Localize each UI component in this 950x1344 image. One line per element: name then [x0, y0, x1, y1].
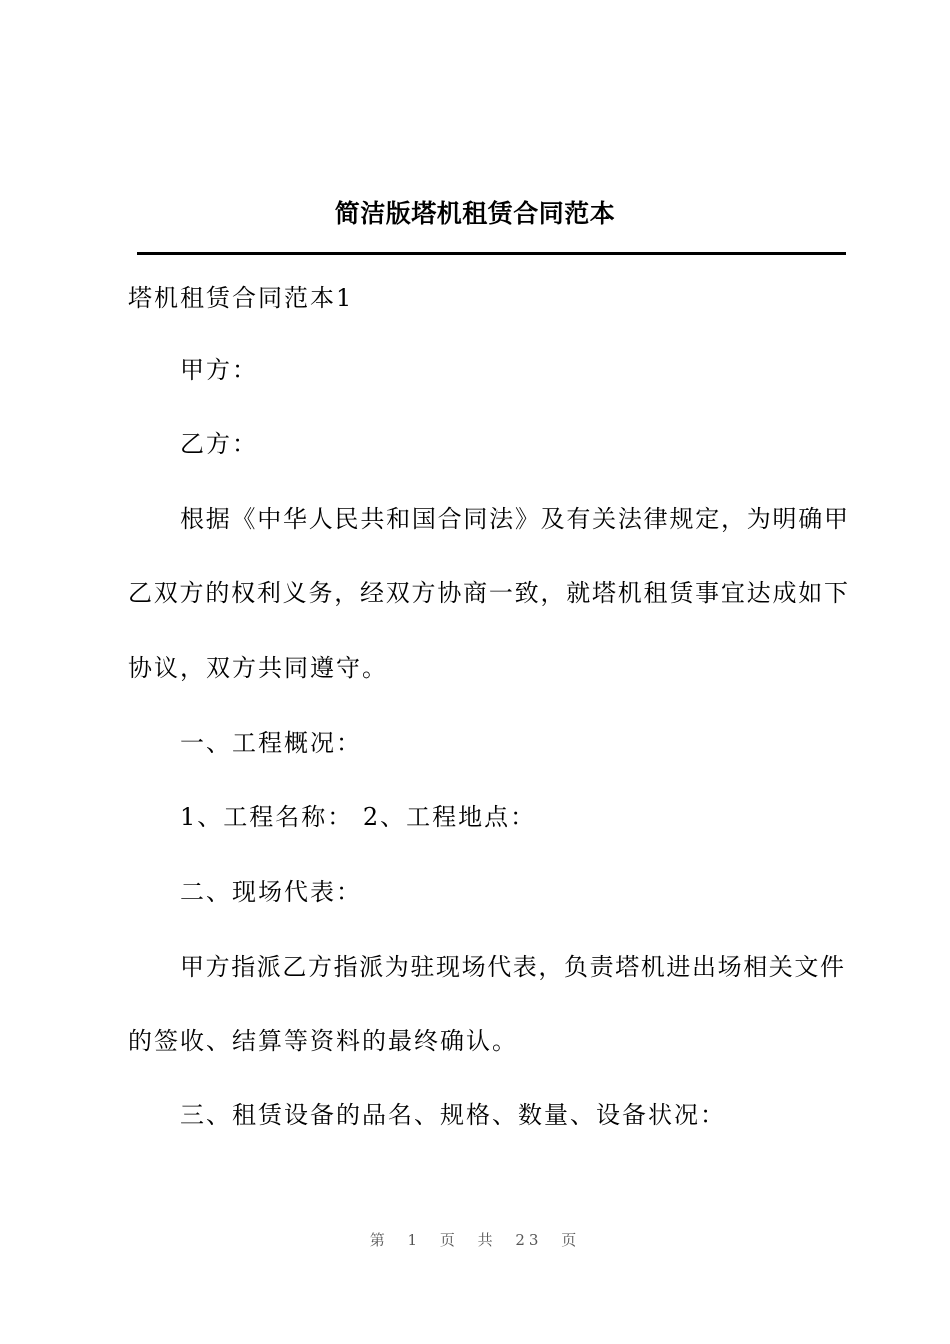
- clause-heading: 二、现场代表：: [180, 878, 362, 906]
- party-b-line: 乙方：: [180, 430, 258, 458]
- document-title: 简洁版塔机租赁合同范本: [334, 199, 616, 228]
- paragraph-line: 乙双方的权利义务，经双方协商一致，就塔机租赁事宜达成如下: [128, 579, 848, 607]
- title-underline: [137, 252, 846, 255]
- page-number-footer: 第 1 页 共 23 页: [369, 1231, 581, 1249]
- clause-heading: 三、租赁设备的品名、规格、数量、设备状况：: [180, 1101, 726, 1129]
- paragraph-line: 甲方指派乙方指派为驻现场代表，负责塔机进出场相关文件: [180, 953, 844, 981]
- paragraph-line: 协议，双方共同遵守。: [128, 654, 388, 682]
- party-a-line: 甲方：: [180, 356, 258, 384]
- section-heading: 塔机租赁合同范本1: [128, 284, 354, 312]
- clause-heading: 一、工程概况：: [180, 729, 362, 757]
- clause-line: 1、工程名称： 2、工程地点：: [180, 803, 537, 831]
- paragraph-line: 的签收、结算等资料的最终确认。: [128, 1027, 518, 1055]
- paragraph-line: 根据《中华人民共和国合同法》及有关法律规定，为明确甲: [180, 505, 848, 533]
